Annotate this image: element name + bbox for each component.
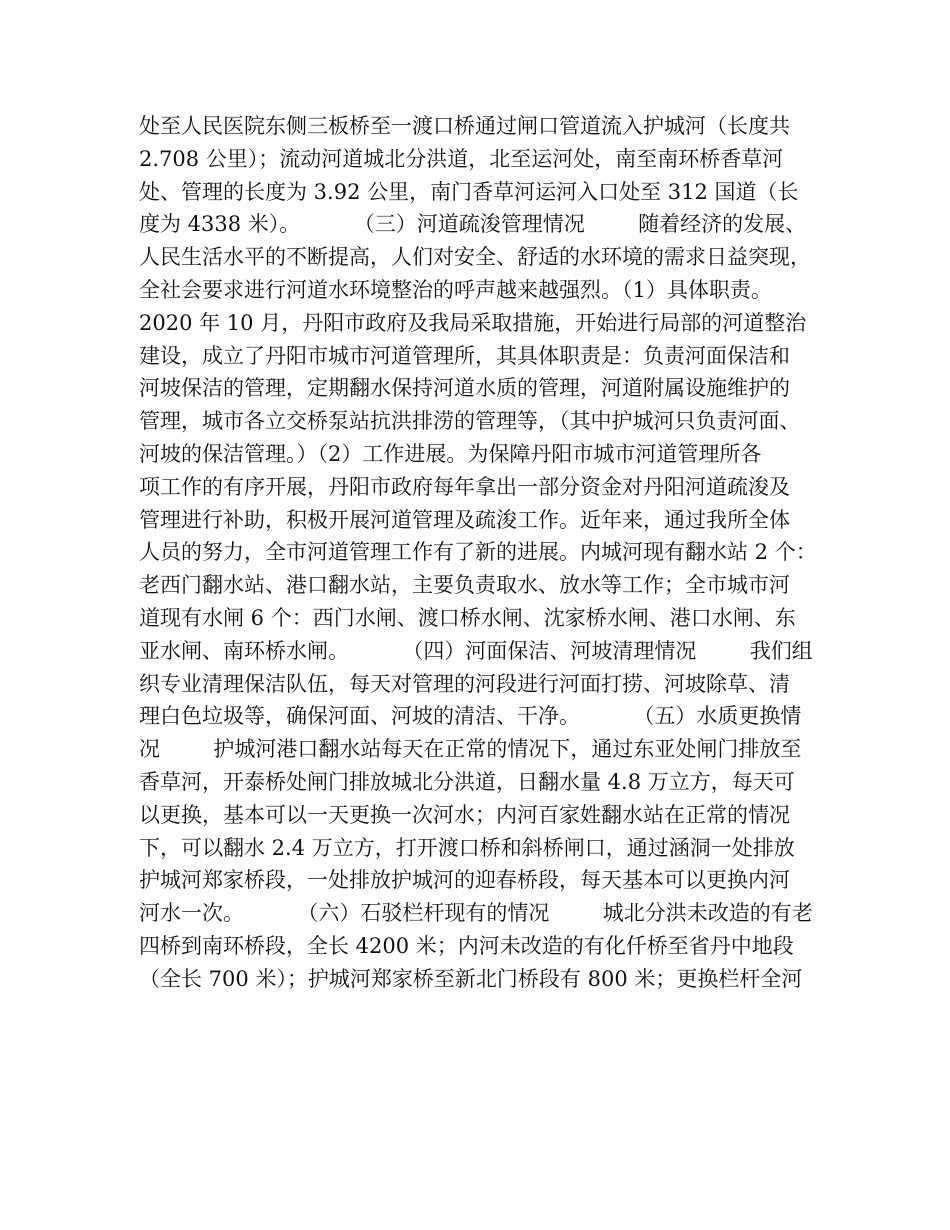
text-line: 下，可以翻水 2.4 万立方，打开渡口桥和斜桥闸口，通过涵洞一处排放 <box>139 835 795 860</box>
text-line: 理白色垃圾等，确保河面、河坡的清洁、干净。 （五）水质更换情 <box>139 704 802 729</box>
text-line: 人员的努力，全市河道管理工作有了新的进展。内城河现有翻水站 2 个： <box>139 540 817 565</box>
body-text <box>139 110 839 996</box>
text-line: 老西门翻水站、港口翻水站，主要负责取水、放水等工作；全市城市河 <box>139 573 790 598</box>
text-line: 2.708 公里）；流动河道城北分洪道，北至运河处，南至南环桥香草河 <box>139 146 784 171</box>
text-line: 织专业清理保洁队伍，每天对管理的河段进行河面打捞、河坡除草、清 <box>139 671 790 696</box>
text-line: 河坡保洁的管理，定期翻水保持河道水质的管理，河道附属设施维护的 <box>139 376 790 401</box>
text-line: 人民生活水平的不断提高，人们对安全、舒适的水环境的需求日益突现， <box>139 245 811 270</box>
text-line: 项工作的有序开展，丹阳市政府每年拿出一部分资金对丹阳河道疏浚及 <box>139 474 790 499</box>
text-line: 全社会要求进行河道水环境整治的呼声越来越强烈。（1）具体职责。 <box>139 277 772 302</box>
text-line: 处至人民医院东侧三板桥至一渡口桥通过闸口管道流入护城河（长度共 <box>139 114 790 138</box>
text-line: 河坡的保洁管理。）（2）工作进展。为保障丹阳市城市河道管理所各 <box>139 441 762 466</box>
text-line: 况 护城河港口翻水站每天在正常的情况下，通过东亚处闸门排放至 <box>139 737 802 762</box>
text-line: 护城河郑家桥段，一处排放护城河的迎春桥段，每天基本可以更换内河 <box>139 868 790 893</box>
text-line: 河水一次。 （六）石驳栏杆现有的情况 城北分洪未改造的有老 <box>139 901 813 926</box>
text-line: 亚水闸、南环桥水闸。 （四）河面保洁、河坡清理情况 我们组 <box>139 638 813 663</box>
text-line: 管理，城市各立交桥泵站抗洪排涝的管理等，（其中护城河只负责河面、 <box>139 409 801 434</box>
text-line: 度为 4338 米）。 （三）河道疏浚管理情况 随着经济的发展、 <box>139 212 807 237</box>
text-line: 2020 年 10 月，丹阳市政府及我局采取措施，开始进行局部的河道整治 <box>139 310 807 335</box>
text-line: 四桥到南环桥段，全长 4200 米；内河未改造的有化仟桥至省丹中地段 <box>139 933 794 958</box>
text-line: 香草河，开泰桥处闸门排放城北分洪道，日翻水量 4.8 万立方，每天可 <box>139 769 795 794</box>
text-line: 管理进行补助，积极开展河道管理及疏浚工作。近年来，通过我所全体 <box>139 507 790 532</box>
text-line: （全长 700 米）；护城河郑家桥至新北门桥段有 800 米；更换栏杆全河 <box>139 966 803 991</box>
text-line: 处、管理的长度为 3.92 公里，南门香草河运河入口处至 312 国道（长 <box>139 179 799 204</box>
text-line: 建设，成立了丹阳市城市河道管理所，其具体职责是：负责河面保洁和 <box>139 343 790 368</box>
text-line: 道现有水闸 6 个：西门水闸、渡口桥水闸、沈家桥水闸、港口水闸、东 <box>139 605 796 630</box>
text-line: 以更换，基本可以一天更换一次河水；内河百家姓翻水站在正常的情况 <box>139 802 790 827</box>
